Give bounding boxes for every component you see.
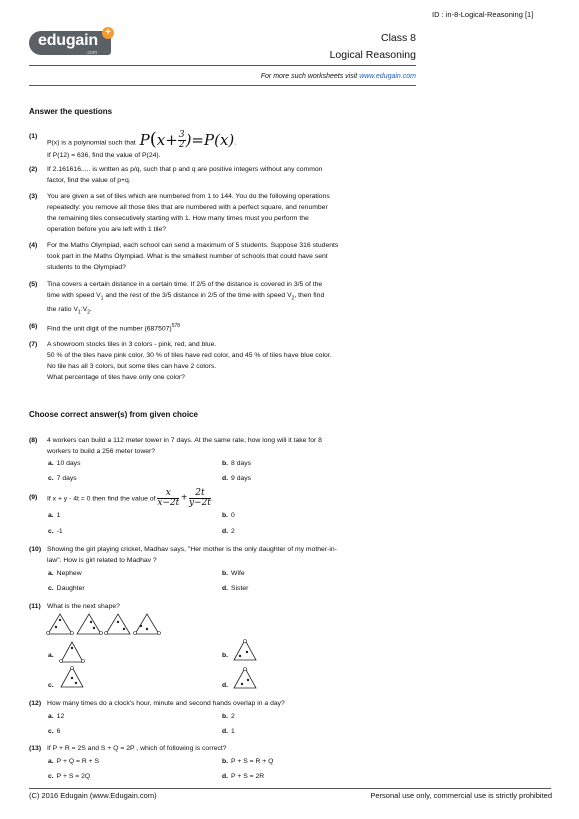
option-letter: b. bbox=[222, 713, 229, 720]
shape-sequence-figure bbox=[46, 612, 161, 636]
option-letter: c. bbox=[48, 528, 54, 535]
option-text: Nephew bbox=[56, 570, 82, 577]
option-letter: d. bbox=[222, 682, 229, 689]
option-text: 1 bbox=[231, 728, 235, 735]
line: workers to build a 256 meter tower? bbox=[47, 448, 156, 455]
question-number: (2) bbox=[29, 166, 38, 173]
line: 50 % of the tiles have pink color. 30 % of tiles have red color, and 45 % of tiles have blue color. bbox=[47, 352, 332, 359]
math-end: . bbox=[210, 495, 213, 503]
question-text bbox=[47, 435, 393, 457]
option-d[interactable] bbox=[222, 528, 235, 535]
line bbox=[47, 290, 393, 304]
option-text: Sister bbox=[231, 585, 249, 592]
option-d[interactable] bbox=[222, 585, 248, 592]
question-number: (9) bbox=[29, 494, 38, 501]
line: What percentage of tiles have only one color? bbox=[47, 374, 185, 381]
header-rule-2 bbox=[29, 85, 416, 86]
option-d[interactable] bbox=[222, 773, 264, 780]
math-fraction bbox=[178, 131, 186, 150]
option-letter: c. bbox=[48, 585, 54, 592]
text: and the rest of the 3/5 distance in 2/5 of the time with speed V bbox=[103, 292, 292, 299]
question-text bbox=[47, 339, 393, 383]
line: operation before you are left with 1 tile? bbox=[47, 226, 167, 233]
option-b-shape bbox=[232, 638, 258, 662]
option-text: 7 days bbox=[56, 475, 77, 482]
subscript: 2 bbox=[87, 309, 90, 316]
option-b[interactable] bbox=[222, 570, 245, 577]
document-id: ID : in-8-Logical-Reasoning [1] bbox=[432, 10, 534, 19]
option-letter: a. bbox=[48, 460, 54, 467]
option-text: Daughter bbox=[56, 585, 85, 592]
question-number: (3) bbox=[29, 193, 38, 200]
option-letter: d. bbox=[222, 773, 229, 780]
question-text bbox=[47, 164, 393, 186]
question-text bbox=[47, 544, 393, 566]
option-text: 2 bbox=[231, 713, 235, 720]
class-label: Class 8 bbox=[380, 32, 416, 44]
text: . bbox=[89, 306, 92, 314]
option-a[interactable] bbox=[48, 758, 99, 765]
edugain-link[interactable]: www.edugain.com bbox=[359, 73, 416, 80]
option-b[interactable] bbox=[222, 758, 273, 765]
text: :V bbox=[80, 306, 88, 314]
line: repeatedly: you remove all those tiles that are numbered with a perfect square, and renumber bbox=[47, 204, 328, 211]
math-fraction-2 bbox=[189, 489, 211, 508]
text: the ratio V bbox=[47, 306, 78, 314]
question-number: (1) bbox=[29, 133, 38, 140]
topic-title: Logical Reasoning bbox=[329, 49, 416, 61]
line: A showroom stocks tiles in 3 colors - pink, red, and blue. bbox=[47, 341, 217, 348]
option-text: 8 days bbox=[231, 460, 252, 467]
line: law". How is girl related to Madhav ? bbox=[47, 557, 157, 564]
more-worksheets-line bbox=[261, 73, 416, 80]
option-text: P + Q = R + S bbox=[56, 758, 100, 765]
line: 4 workers can build a 112 meter tower in 7 days. At the same rate, how long will it take for 8 bbox=[47, 437, 322, 444]
frac-den: 2 bbox=[178, 140, 185, 150]
math-x: x bbox=[156, 130, 166, 149]
math-plus: + bbox=[181, 492, 188, 504]
question-text: If P(12) = 636, find the value of P(24). bbox=[47, 152, 161, 159]
option-letter: a. bbox=[48, 570, 54, 577]
subscript: 1 bbox=[100, 295, 104, 302]
option-c[interactable] bbox=[48, 773, 90, 780]
question-text bbox=[47, 128, 427, 150]
option-text: -1 bbox=[56, 528, 63, 535]
option-letter: a. bbox=[48, 652, 54, 659]
question-number: (6) bbox=[29, 323, 38, 330]
text: time with speed V bbox=[47, 292, 101, 299]
question-text bbox=[47, 489, 427, 508]
subscript: 2 bbox=[291, 295, 295, 302]
line: factor, find the value of p+q. bbox=[47, 177, 131, 184]
option-a[interactable] bbox=[48, 570, 82, 577]
question-text: What is the next shape? bbox=[47, 603, 120, 610]
logo-text: edugain bbox=[38, 32, 98, 49]
option-b[interactable] bbox=[222, 460, 251, 467]
question-number: (8) bbox=[29, 437, 38, 444]
option-a[interactable] bbox=[48, 460, 80, 467]
line: students to the Olympiad? bbox=[47, 264, 126, 271]
option-letter: c. bbox=[48, 773, 54, 780]
option-text: 2 bbox=[231, 528, 235, 535]
option-text: 1 bbox=[56, 512, 61, 519]
more-prefix: For more such worksheets visit bbox=[260, 73, 360, 80]
option-d[interactable] bbox=[222, 728, 235, 735]
superscript: 578 bbox=[171, 323, 181, 329]
q1-pre: P(x) is a polynomial such that bbox=[47, 139, 136, 147]
option-b[interactable] bbox=[222, 512, 235, 519]
footer-copyright: (C) 2016 Edugain (www.Edugain.com) bbox=[29, 791, 157, 800]
option-letter: d. bbox=[222, 728, 229, 735]
option-text: 9 days bbox=[231, 475, 252, 482]
header-rule bbox=[29, 65, 416, 66]
question-number: (12) bbox=[29, 700, 42, 707]
edugain-logo[interactable] bbox=[29, 31, 111, 55]
math-plus: + bbox=[165, 130, 178, 149]
line: took part in the Maths Olympiad. What is the smallest number of schools that could have sent bbox=[47, 253, 328, 260]
frac-num: 2t bbox=[189, 489, 211, 499]
question-number: (13) bbox=[29, 745, 42, 752]
line: No tile has all 3 colors, but some tiles can have 2 colors. bbox=[47, 363, 217, 370]
math-p: P bbox=[139, 130, 150, 149]
question-number: (4) bbox=[29, 242, 38, 249]
line: the remaining tiles consecutively starting with 1. How many times must you perform the bbox=[47, 215, 309, 222]
option-text: 6 bbox=[56, 728, 61, 735]
frac-num: x bbox=[157, 489, 179, 499]
line bbox=[47, 304, 393, 318]
option-d[interactable] bbox=[222, 475, 251, 482]
option-letter: a. bbox=[48, 713, 54, 720]
option-c-shape bbox=[59, 665, 85, 689]
option-c[interactable] bbox=[48, 528, 63, 535]
option-letter: d. bbox=[222, 528, 229, 535]
option-letter: c. bbox=[48, 682, 54, 689]
option-a[interactable] bbox=[48, 713, 64, 720]
option-letter: a. bbox=[48, 758, 54, 765]
option-c[interactable] bbox=[48, 728, 60, 735]
section-heading-choose: Choose correct answer(s) from given choice bbox=[29, 410, 198, 419]
math-eq: )=P(x) bbox=[185, 130, 235, 149]
option-letter: d. bbox=[222, 585, 229, 592]
frac-den: x−2t bbox=[157, 498, 180, 508]
option-c[interactable] bbox=[48, 682, 57, 689]
option-letter: b. bbox=[222, 512, 229, 519]
option-c[interactable] bbox=[48, 585, 85, 592]
option-letter: d. bbox=[222, 475, 229, 482]
line: If 2.161616..... is written as p/q, such that p and q are positive integers without any common bbox=[47, 166, 323, 173]
question-text bbox=[47, 191, 393, 235]
math-end: . bbox=[234, 139, 237, 147]
option-d-shape bbox=[232, 666, 258, 690]
option-letter: b. bbox=[222, 570, 229, 577]
option-letter: b. bbox=[222, 652, 229, 659]
question-text bbox=[47, 321, 393, 334]
option-text: 10 days bbox=[56, 460, 81, 467]
option-letter: c. bbox=[48, 475, 54, 482]
option-b[interactable] bbox=[222, 652, 231, 659]
line: For the Maths Olympiad, each school can send a maximum of 5 students. Suppose 316 students bbox=[47, 242, 339, 249]
option-b[interactable] bbox=[222, 713, 235, 720]
footer-notice: Personal use only, commercial use is strictly prohibited bbox=[370, 791, 552, 800]
option-d[interactable] bbox=[222, 682, 231, 689]
logo-subtext: .com bbox=[86, 50, 97, 56]
question-number: (7) bbox=[29, 341, 38, 348]
footer-rule bbox=[29, 788, 551, 789]
option-c[interactable] bbox=[48, 475, 77, 482]
question-text bbox=[47, 240, 393, 273]
logo-plus-icon: + bbox=[102, 27, 114, 39]
line: Tina covers a certain distance in a certain time. If 2/5 of the distance is covered in 3/5 of the bbox=[47, 281, 323, 288]
option-letter: a. bbox=[48, 512, 54, 519]
subscript: 1 bbox=[77, 309, 81, 316]
question-number: (11) bbox=[29, 603, 41, 610]
option-a[interactable] bbox=[48, 652, 57, 659]
question-text: If P + R = 2S and S + Q = 2P , which of following is correct? bbox=[47, 745, 227, 752]
frac-num: 3 bbox=[178, 130, 185, 140]
option-text: P + S = 2R bbox=[231, 773, 265, 780]
question-number: (5) bbox=[29, 281, 38, 288]
question-text: How many times do a clock's hour, minute and second hands overlap in a day? bbox=[47, 700, 285, 707]
option-letter: c. bbox=[48, 728, 54, 735]
q1-math bbox=[139, 128, 235, 150]
option-text: 0 bbox=[231, 512, 235, 519]
text: Find the unit digit of the number (687507) bbox=[47, 325, 172, 333]
frac-den: y−2t bbox=[188, 498, 211, 508]
option-letter: b. bbox=[222, 758, 229, 765]
option-text: P + S = R + Q bbox=[231, 758, 274, 765]
option-text: 12 bbox=[56, 713, 65, 720]
math-fraction-1 bbox=[157, 489, 179, 508]
option-letter: b. bbox=[222, 460, 229, 467]
text: , then find bbox=[294, 292, 325, 299]
option-a-shape bbox=[59, 640, 85, 664]
line: You are given a set of tiles which are numbered from 1 to 144. You do the following operations bbox=[47, 193, 330, 200]
question-number: (10) bbox=[29, 546, 42, 553]
math-paren: ( bbox=[149, 128, 157, 150]
q9-pre: If x + y - 4t = 0 then find the value of bbox=[47, 495, 156, 503]
section-heading-answer: Answer the questions bbox=[29, 107, 113, 116]
option-a[interactable] bbox=[48, 512, 60, 519]
question-text bbox=[47, 279, 393, 319]
line: Showing the girl playing cricket, Madhav says, "Her mother is the only daughter of my mother-in- bbox=[47, 546, 337, 553]
option-text: Wife bbox=[231, 570, 245, 577]
option-text: P + S = 2Q bbox=[56, 773, 91, 780]
